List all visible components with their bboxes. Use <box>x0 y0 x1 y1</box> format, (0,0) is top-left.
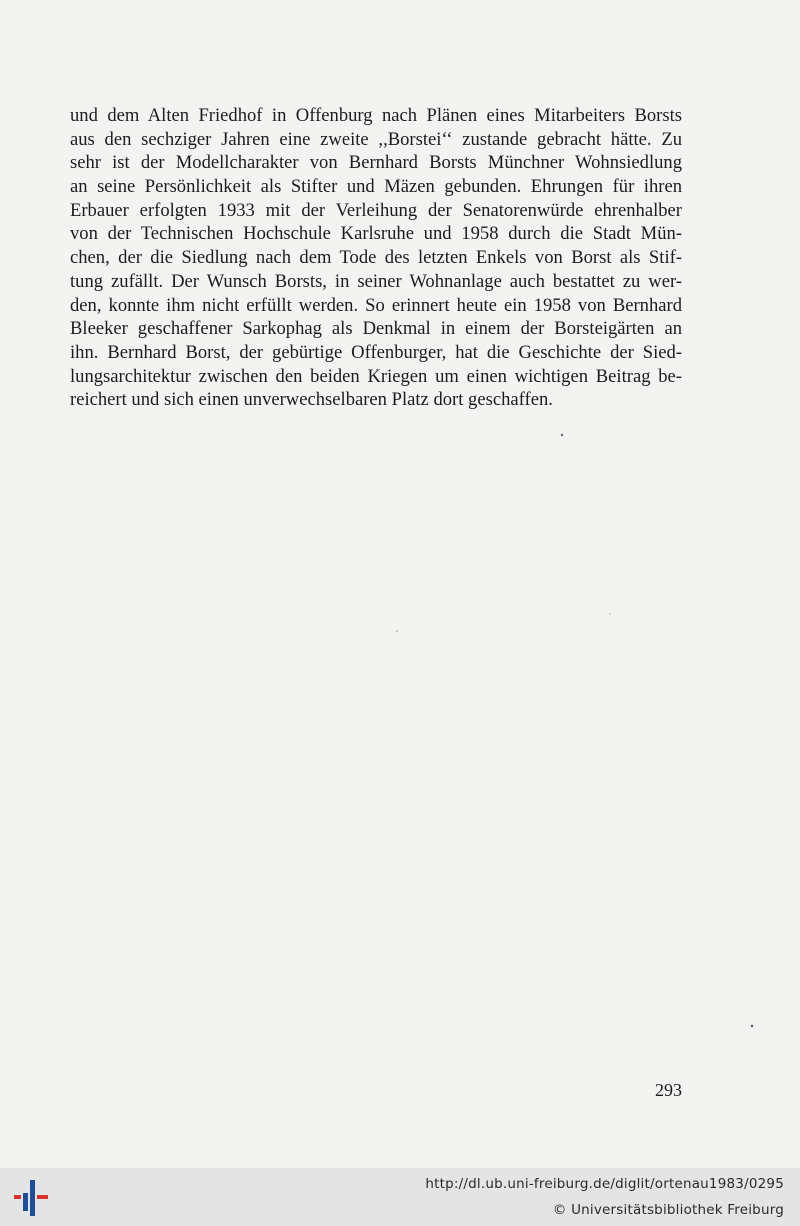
copyright-text: © Universitätsbibliothek Freiburg <box>552 1202 784 1218</box>
text-line: ihn. Bernhard Borst, der gebürtige Offenburger, hat die Geschichte der Sied- <box>70 341 682 363</box>
page-number: 293 <box>655 1080 682 1100</box>
text-line: an seine Persönlichkeit als Stifter und Mäzen gebunden. Ehrungen für ihren <box>70 176 682 198</box>
text-line: Bleeker geschaffener Sarkophag als Denkmal in einem der Borsteigärten an <box>70 318 682 340</box>
text-line: lungsarchitektur zwischen den beiden Kriegen um einen wichtigen Beitrag be- <box>70 365 682 387</box>
ub-freiburg-logo-icon <box>12 1178 52 1218</box>
text-line: reichert und sich einen unverwechselbaren Platz dort geschaffen. <box>70 389 553 411</box>
text-line: Erbauer erfolgten 1933 mit der Verleihung der Senatorenwürde ehrenhalber <box>70 199 682 221</box>
text-line: aus den sechziger Jahren eine zweite ,,Borstei‘‘ zustande gebracht hätte. Zu <box>70 128 682 150</box>
text-line: den, konnte ihm nicht erfüllt werden. So erinnert heute ein 1958 von Bernhard <box>70 294 682 316</box>
permalink-url[interactable]: http://dl.ub.uni-freiburg.de/diglit/ortenau1983/0295 <box>425 1176 784 1192</box>
text-line: tung zufällt. Der Wunsch Borsts, in seiner Wohnanlage auch bestattet zu wer- <box>70 270 682 292</box>
text-line: chen, der die Siedlung nach dem Tode des letzten Enkels von Borst als Stif- <box>70 247 682 269</box>
text-line: und dem Alten Friedhof in Offenburg nach Plänen eines Mitarbeiters Borsts <box>70 105 682 126</box>
footer-bar <box>0 1168 800 1226</box>
text-line: sehr ist der Modellcharakter von Bernhard Borsts Münchner Wohnsiedlung <box>70 152 682 174</box>
text-line: von der Technischen Hochschule Karlsruhe und 1958 durch die Stadt Mün- <box>70 223 682 245</box>
body-text <box>70 104 682 412</box>
